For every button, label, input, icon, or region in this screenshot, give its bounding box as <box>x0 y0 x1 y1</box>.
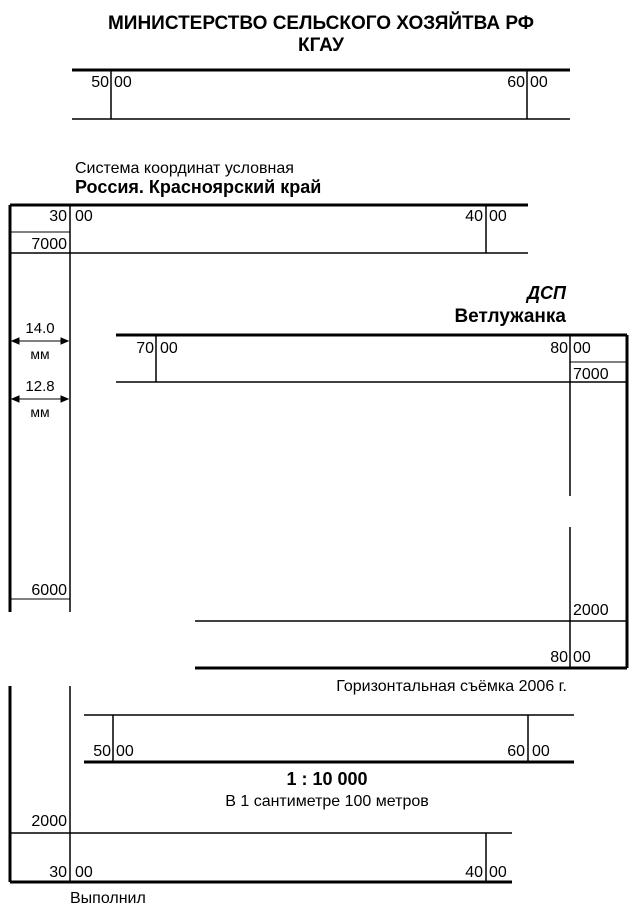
left-frame-top-left-m: 00 <box>75 208 93 225</box>
bottom-frame-left-km: 50 <box>93 743 111 760</box>
left-frame-top-right-km: 40 <box>465 208 483 225</box>
lower-left-frame-left-m: 00 <box>75 864 93 881</box>
scale-description: В 1 сантиметре 100 метров <box>225 793 429 810</box>
coord-system-label: Система координат условная <box>75 160 294 177</box>
bottom-frame-left-m: 00 <box>116 743 134 760</box>
scale-ratio: 1 : 10 000 <box>286 769 368 789</box>
dim1-unit: мм <box>30 346 50 362</box>
right-frame-bottom-m: 00 <box>573 649 591 666</box>
bottom-frame-right-m: 00 <box>532 743 550 760</box>
left-frame <box>10 205 528 612</box>
dim2-unit: мм <box>30 404 50 420</box>
bottom-frame <box>84 715 574 762</box>
right-frame-top-left-km: 70 <box>136 340 154 357</box>
dim1-value: 14.0 <box>25 320 55 337</box>
bottom-frame-right-km: 60 <box>507 743 525 760</box>
sheet-name: Ветлужанка <box>454 306 566 327</box>
right-frame-row-bottom: 2000 <box>573 602 609 619</box>
right-frame-top-right-km: 80 <box>550 340 568 357</box>
top-frame <box>72 70 570 119</box>
dim2-value: 12.8 <box>25 378 55 395</box>
ministry-title: МИНИСТЕРСТВО СЕЛЬСКОГО ХОЗЯЙТВА РФ <box>107 13 535 34</box>
lower-left-frame-left-km: 30 <box>49 864 67 881</box>
left-frame-row-bottom: 6000 <box>31 582 67 599</box>
top-frame-left-km: 50 <box>91 74 109 91</box>
left-frame-top-right-m: 00 <box>489 208 507 225</box>
right-frame-top-right-m: 00 <box>573 340 591 357</box>
top-frame-right-m: 00 <box>530 74 548 91</box>
right-frame <box>116 335 627 668</box>
lower-left-frame-row: 2000 <box>31 813 67 830</box>
right-frame-bottom-km: 80 <box>550 649 568 666</box>
region-label: Россия. Красноярский край <box>75 177 322 197</box>
university-title: КГАУ <box>298 35 344 56</box>
top-frame-right-km: 60 <box>507 74 525 91</box>
performed-by-label: Выполнил <box>70 890 146 907</box>
right-frame-top-left-m: 00 <box>160 340 178 357</box>
lower-left-frame-right-m: 00 <box>489 864 507 881</box>
top-frame-left-m: 00 <box>114 74 132 91</box>
left-frame-top-left-km: 30 <box>49 208 67 225</box>
survey-text: Горизонтальная съёмка 2006 г. <box>336 678 567 695</box>
left-frame-row-top: 7000 <box>31 236 67 253</box>
right-frame-row-top: 7000 <box>573 366 609 383</box>
lower-left-frame-right-km: 40 <box>465 864 483 881</box>
classification-label: ДСП <box>527 283 566 303</box>
